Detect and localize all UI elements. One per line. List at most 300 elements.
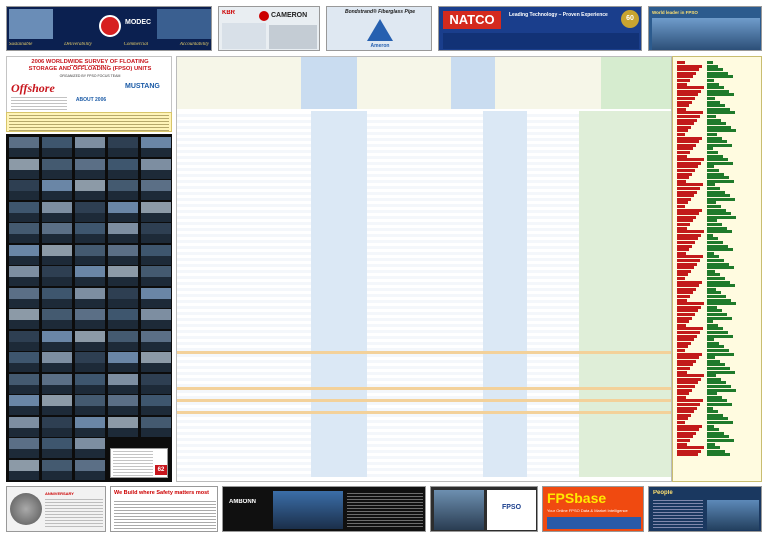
legend-panel xyxy=(6,112,172,132)
vessel-photo xyxy=(108,266,138,286)
right-note-marker xyxy=(707,417,728,420)
right-note-marker xyxy=(677,270,691,273)
right-note-marker xyxy=(707,338,714,341)
right-note-marker xyxy=(677,129,688,132)
right-note-marker xyxy=(707,65,718,68)
right-note-marker xyxy=(707,353,734,356)
right-note-marker xyxy=(707,421,733,424)
right-note-marker xyxy=(707,129,736,132)
right-note-marker xyxy=(677,119,697,122)
vessel-photo xyxy=(42,374,72,394)
right-note-marker xyxy=(677,389,692,392)
ad-anniversary[interactable] xyxy=(6,486,106,532)
ad-brand: MODEC xyxy=(125,19,152,26)
right-note-marker xyxy=(707,187,720,190)
right-note-marker xyxy=(677,180,686,183)
right-note-marker xyxy=(677,115,700,118)
table-column-header xyxy=(601,57,616,109)
vessel-photo xyxy=(42,438,72,458)
right-note-marker xyxy=(707,356,715,359)
right-note-marker xyxy=(707,299,731,302)
right-note-marker xyxy=(707,270,715,273)
right-note-marker xyxy=(677,453,698,456)
right-note-marker xyxy=(677,263,697,266)
vessel-photo xyxy=(9,331,39,351)
right-note-marker xyxy=(677,317,692,320)
table-column-header xyxy=(243,57,274,109)
right-note-marker xyxy=(677,126,691,129)
right-note-marker xyxy=(707,137,722,140)
vessel-photo xyxy=(75,460,105,480)
right-note-marker xyxy=(677,277,685,280)
vessel-photo-grid xyxy=(6,134,172,482)
right-note-marker xyxy=(707,453,730,456)
vessel-photo xyxy=(42,137,72,157)
right-note-marker xyxy=(707,83,719,86)
right-note-marker xyxy=(677,417,688,420)
right-note-marker xyxy=(677,158,704,161)
right-note-marker xyxy=(707,79,714,82)
right-note-marker xyxy=(677,428,699,431)
vessel-photo xyxy=(9,309,39,329)
right-note-marker xyxy=(677,320,689,323)
vessel-photo xyxy=(9,288,39,308)
right-note-marker xyxy=(677,72,696,75)
right-note-marker xyxy=(677,201,688,204)
right-note-marker xyxy=(677,349,685,352)
vessel-photo xyxy=(9,395,39,415)
right-note-marker xyxy=(707,158,728,161)
ad-photo xyxy=(157,9,211,39)
right-note-marker xyxy=(707,101,720,104)
ad-people[interactable] xyxy=(648,486,762,532)
right-note-marker xyxy=(707,223,722,226)
vessel-photo xyxy=(141,223,171,243)
right-note-marker xyxy=(677,371,687,374)
right-note-marker xyxy=(677,162,701,165)
right-note-marker xyxy=(677,97,695,100)
offshore-logo: Offshore xyxy=(11,81,55,95)
mustang-logo: MUSTANG xyxy=(125,83,160,90)
table-column-header xyxy=(659,57,672,109)
vessel-photo xyxy=(75,223,105,243)
right-note-marker xyxy=(677,248,689,251)
right-note-marker xyxy=(707,309,722,312)
right-note-marker xyxy=(707,439,734,442)
vessel-photo xyxy=(141,417,171,437)
watch-icon xyxy=(10,493,42,525)
vessel-photo xyxy=(42,395,72,415)
vessel-photo xyxy=(108,395,138,415)
right-note-marker xyxy=(707,183,715,186)
right-note-marker xyxy=(677,61,685,64)
right-note-marker xyxy=(677,155,687,158)
right-note-marker xyxy=(677,324,686,327)
ad-kbr-cameron[interactable] xyxy=(218,6,320,51)
vessel-photo xyxy=(108,245,138,265)
right-note-marker xyxy=(707,212,731,215)
right-note-marker xyxy=(677,173,692,176)
modec-logo-icon xyxy=(99,15,121,37)
vessel-photo xyxy=(108,288,138,308)
right-note-marker xyxy=(677,385,695,388)
right-note-marker xyxy=(677,403,700,406)
right-note-marker xyxy=(707,335,733,338)
right-note-marker xyxy=(677,234,701,237)
ad-safety[interactable] xyxy=(110,486,218,532)
right-note-marker xyxy=(707,367,730,370)
right-note-marker xyxy=(707,396,722,399)
right-note-marker xyxy=(707,140,727,143)
ad-fpsbase[interactable] xyxy=(542,486,644,532)
right-note-marker xyxy=(677,266,694,269)
right-note-marker xyxy=(677,79,690,82)
vessel-photo xyxy=(141,266,171,286)
right-note-marker xyxy=(707,194,730,197)
vessel-photo xyxy=(108,417,138,437)
right-note-marker xyxy=(707,237,718,240)
right-note-marker xyxy=(707,414,723,417)
vessel-photo xyxy=(141,352,171,372)
vessel-photo xyxy=(75,331,105,351)
ad-natco[interactable] xyxy=(438,6,642,51)
vessel-photo xyxy=(42,288,72,308)
right-note-marker xyxy=(677,378,701,381)
right-note-marker xyxy=(707,198,735,201)
right-note-marker xyxy=(677,410,694,413)
right-note-marker xyxy=(677,241,695,244)
ad-photo xyxy=(652,18,760,50)
right-note-marker xyxy=(677,209,702,212)
ad-photo xyxy=(434,490,484,530)
right-note-marker xyxy=(707,317,732,320)
right-note-marker xyxy=(707,180,734,183)
right-note-marker xyxy=(707,403,732,406)
right-note-marker xyxy=(707,407,713,410)
vessel-photo xyxy=(9,438,39,458)
right-note-marker xyxy=(707,111,735,114)
right-note-marker xyxy=(707,432,724,435)
right-note-marker xyxy=(677,399,703,402)
table-column-header xyxy=(301,57,358,109)
vessel-photo xyxy=(42,417,72,437)
right-note-marker xyxy=(677,425,702,428)
vessel-photo xyxy=(9,159,39,179)
right-note-marker xyxy=(707,216,736,219)
right-note-marker xyxy=(677,273,688,276)
right-note-marker xyxy=(707,155,723,158)
right-note-marker xyxy=(707,252,714,255)
right-note-marker xyxy=(707,371,735,374)
right-note-marker xyxy=(707,61,713,64)
right-note-marker xyxy=(707,104,725,107)
right-note-marker xyxy=(707,201,716,204)
right-note-marker xyxy=(677,353,702,356)
right-note-marker xyxy=(707,248,733,251)
right-note-marker xyxy=(707,342,719,345)
right-note-marker xyxy=(677,191,697,194)
vessel-photo xyxy=(42,460,72,480)
vessel-photo xyxy=(9,180,39,200)
vessel-photo xyxy=(75,288,105,308)
right-note-marker xyxy=(707,75,733,78)
ad-fpso-leader[interactable] xyxy=(648,6,762,51)
right-note-marker xyxy=(677,356,699,359)
survey-cta: ABOUT 2006 xyxy=(75,97,107,103)
right-note-marker xyxy=(707,259,724,262)
right-note-marker xyxy=(677,374,704,377)
survey-title-line2: STORAGE AND OFFLOADING (FPSO) UNITS xyxy=(28,66,152,72)
right-note-marker xyxy=(677,101,692,104)
vessel-photo xyxy=(141,159,171,179)
right-note-marker xyxy=(707,288,716,291)
right-note-marker xyxy=(707,126,731,129)
right-note-marker xyxy=(677,75,693,78)
ad-photo xyxy=(707,500,759,530)
vessel-photo xyxy=(75,395,105,415)
vessel-photo xyxy=(141,288,171,308)
right-note-marker xyxy=(707,277,725,280)
right-note-marker xyxy=(677,122,694,125)
right-note-marker xyxy=(707,320,713,323)
right-note-marker xyxy=(707,191,725,194)
table-column-header xyxy=(371,57,386,109)
right-note-marker xyxy=(707,169,719,172)
right-notes-panel xyxy=(672,56,762,482)
ad-body xyxy=(269,25,317,49)
right-note-marker xyxy=(707,392,717,395)
table-column-header xyxy=(185,57,220,109)
right-note-marker xyxy=(707,284,735,287)
cameron-logo-icon xyxy=(259,11,269,21)
right-note-marker xyxy=(677,147,693,150)
vessel-photo xyxy=(75,137,105,157)
right-note-marker xyxy=(677,414,691,417)
fpso-survey-table xyxy=(176,56,672,482)
vessel-photo xyxy=(9,202,39,222)
vessel-photo xyxy=(75,417,105,437)
ad-brand: CAMERON xyxy=(271,12,308,19)
right-note-marker xyxy=(677,295,690,298)
table-row xyxy=(177,474,672,477)
photo-caption-box xyxy=(110,448,168,478)
right-note-marker xyxy=(677,237,698,240)
right-note-marker xyxy=(677,335,697,338)
right-note-marker xyxy=(677,432,696,435)
right-note-marker xyxy=(707,428,719,431)
right-note-marker xyxy=(707,360,720,363)
vessel-photo xyxy=(75,159,105,179)
right-note-marker xyxy=(677,219,693,222)
right-note-marker xyxy=(677,144,696,147)
table-column-header xyxy=(543,57,562,109)
vessel-photo xyxy=(108,180,138,200)
right-note-marker xyxy=(677,212,699,215)
vessel-photo xyxy=(42,245,72,265)
vessel-photo xyxy=(108,352,138,372)
ad-word: Accountability xyxy=(179,42,209,47)
right-note-marker xyxy=(677,338,694,341)
right-note-marker xyxy=(677,223,690,226)
right-note-marker xyxy=(677,299,687,302)
ad-banner xyxy=(547,517,641,529)
right-note-marker xyxy=(707,119,721,122)
ad-word: Sustainable xyxy=(9,42,33,47)
right-note-marker xyxy=(707,108,730,111)
table-column-header xyxy=(561,57,602,109)
right-note-marker xyxy=(677,205,685,208)
ad-brand: NATCO xyxy=(449,12,495,27)
vessel-photo xyxy=(42,266,72,286)
vessel-photo xyxy=(108,137,138,157)
right-note-marker xyxy=(677,331,700,334)
ad-fpso-solutions[interactable] xyxy=(430,486,538,532)
right-note-marker xyxy=(707,349,729,352)
vessel-photo xyxy=(108,309,138,329)
right-note-marker xyxy=(677,227,687,230)
right-note-marker xyxy=(677,216,696,219)
right-note-marker xyxy=(707,363,725,366)
vessel-photo xyxy=(9,223,39,243)
right-note-marker xyxy=(707,450,725,453)
right-note-marker xyxy=(677,363,693,366)
ad-tagline: Ameron xyxy=(370,43,390,49)
vessel-photo xyxy=(75,438,105,458)
right-note-marker xyxy=(677,176,689,179)
right-note-marker xyxy=(677,86,704,89)
right-note-marker xyxy=(677,93,698,96)
survey-byline: ORGANIZED BY FPSO FOCUS TEAM xyxy=(59,74,121,78)
table-column-header xyxy=(521,57,544,109)
vessel-photo xyxy=(141,202,171,222)
ad-word: Commercial xyxy=(123,42,149,47)
right-note-marker xyxy=(707,93,734,96)
right-note-marker xyxy=(677,367,690,370)
right-note-marker xyxy=(707,144,732,147)
ad-brand: People xyxy=(653,490,673,496)
right-note-marker xyxy=(677,83,687,86)
vessel-photo xyxy=(75,374,105,394)
vessel-photo xyxy=(141,137,171,157)
ad-brand: AMBONN xyxy=(229,499,256,505)
right-note-marker xyxy=(707,165,714,168)
right-note-marker xyxy=(707,227,727,230)
right-note-marker xyxy=(677,435,693,438)
right-note-marker xyxy=(707,381,726,384)
ad-sub: Your Online FPSO Data & Market Intelligence xyxy=(547,508,628,513)
right-note-marker xyxy=(677,313,695,316)
right-note-marker xyxy=(677,450,701,453)
right-note-marker xyxy=(677,187,700,190)
right-note-marker xyxy=(707,385,731,388)
vessel-photo xyxy=(108,331,138,351)
vessel-photo xyxy=(9,137,39,157)
right-note-marker xyxy=(677,230,704,233)
right-note-marker xyxy=(707,147,713,150)
right-note-marker xyxy=(707,234,713,237)
ad-logo-box: FPSO xyxy=(487,490,536,530)
vessel-photo xyxy=(42,352,72,372)
vessel-photo xyxy=(75,180,105,200)
vessel-photo xyxy=(141,374,171,394)
vessel-photo xyxy=(42,180,72,200)
right-note-marker xyxy=(707,133,717,136)
right-note-marker xyxy=(707,291,721,294)
ad-brand: FPSbase xyxy=(547,490,607,506)
credits-text-block xyxy=(11,97,67,111)
right-note-marker xyxy=(677,360,696,363)
vessel-photo xyxy=(42,159,72,179)
right-note-marker xyxy=(677,255,703,258)
ad-headline: We Build where Safety matters most xyxy=(114,490,209,496)
vessel-photo xyxy=(9,266,39,286)
ad-ambonn[interactable] xyxy=(222,486,426,532)
vessel-photo xyxy=(9,245,39,265)
right-note-marker xyxy=(707,281,730,284)
right-note-marker xyxy=(707,399,727,402)
right-note-marker xyxy=(707,173,724,176)
right-note-marker xyxy=(677,137,702,140)
ad-modec[interactable] xyxy=(6,6,212,51)
right-note-marker xyxy=(707,241,723,244)
vessel-photo xyxy=(75,266,105,286)
right-note-marker xyxy=(677,183,703,186)
right-note-marker xyxy=(677,104,689,107)
right-note-marker xyxy=(707,446,720,449)
table-column-header xyxy=(421,57,438,109)
table-column-header xyxy=(385,57,400,109)
vessel-photo xyxy=(42,223,72,243)
right-note-marker xyxy=(677,165,698,168)
ad-title: Bondstrand® Fiberglass Pipe xyxy=(344,9,416,15)
right-note-marker xyxy=(707,176,729,179)
vessel-photo xyxy=(9,374,39,394)
vessel-photo xyxy=(141,395,171,415)
right-note-marker xyxy=(707,345,724,348)
vessel-photo xyxy=(141,331,171,351)
table-column-header xyxy=(451,57,496,109)
survey-title-line1: 2006 WORLDWIDE SURVEY OF FLOATING xyxy=(31,59,149,65)
table-column-header xyxy=(495,57,522,109)
right-note-marker xyxy=(677,198,691,201)
table-column-header xyxy=(437,57,452,109)
right-note-marker xyxy=(707,263,729,266)
vessel-photo xyxy=(141,309,171,329)
right-note-marker xyxy=(677,392,689,395)
vessel-photo xyxy=(9,460,39,480)
right-note-marker xyxy=(677,68,699,71)
vessel-photo xyxy=(42,202,72,222)
right-note-marker xyxy=(707,151,718,154)
right-note-marker xyxy=(677,90,701,93)
table-column-header xyxy=(219,57,244,109)
right-note-marker xyxy=(707,306,717,309)
right-note-marker xyxy=(707,205,721,208)
ad-bondstrand[interactable] xyxy=(326,6,432,51)
right-note-marker xyxy=(707,97,715,100)
right-note-marker xyxy=(677,439,690,442)
right-note-marker xyxy=(707,266,734,269)
vessel-photo xyxy=(108,223,138,243)
right-note-marker xyxy=(707,72,728,75)
vessel-photo xyxy=(9,352,39,372)
ad-photo xyxy=(9,9,53,39)
right-note-marker xyxy=(677,327,703,330)
table-column-header xyxy=(273,57,302,109)
vessel-photo xyxy=(75,245,105,265)
right-note-marker xyxy=(707,378,721,381)
natco-logo xyxy=(443,11,501,29)
